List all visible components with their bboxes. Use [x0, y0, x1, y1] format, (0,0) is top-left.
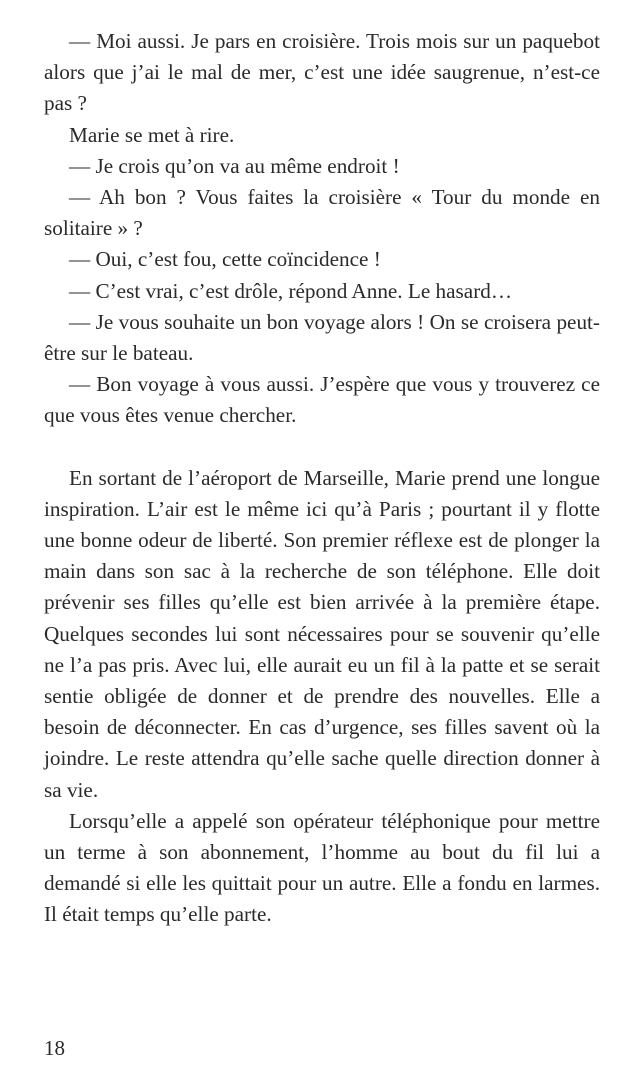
dialogue-line: — Moi aussi. Je pars en croisière. Trois mois sur un paquebot alors que j’ai le mal de mer, c’est une idée saugrenue, n’est-ce pas ? [44, 29, 600, 116]
narrative-paragraph: Lorsqu’elle a appelé son opérateur téléphonique pour mettre un terme à son abonnement, l’homme au bout du fil lui a demandé si elle les quittait pour un autre. Elle a fondu en larmes. Il était temps qu’elle parte. [44, 808, 600, 927]
dialogue-line: — Je vous souhaite un bon voyage alors ! On se croisera peut-être sur le bateau. [44, 309, 600, 366]
dialogue-line: — C’est vrai, c’est drôle, répond Anne. Le hasard… [69, 278, 513, 303]
dialogue-line: — Ah bon ? Vous faites la croisière « Tour du monde en solitaire » ? [44, 185, 600, 241]
page-body [44, 26, 600, 931]
dialogue-line: — Oui, c’est fou, cette coïncidence ! [69, 247, 381, 272]
narration-line: Marie se met à rire. [69, 122, 235, 147]
section-break [44, 432, 600, 463]
dialogue-line: — Bon voyage à vous aussi. J’espère que vous y trouverez ce que vous êtes venue chercher. [44, 372, 600, 428]
page-number: 18 [44, 1036, 65, 1060]
dialogue-line: — Je crois qu’on va au même endroit ! [69, 153, 400, 178]
narrative-paragraph: En sortant de l’aéroport de Marseille, Marie prend une longue inspiration. L’air est le même ici qu’à Paris ; pourtant il y flotte une bonne odeur de liberté. Son premier réflexe est de plonger la main dans son sac à la recherche de son téléphone. Elle doit prévenir ses filles qu’elle est bien arrivée à la première étape. Quelques secondes lui sont nécessaires pour se souvenir qu’elle ne l’a pas pris. Avec lui, elle aurait eu un fil à la patte et se serait sentie obligée de donner et de prendre des nouvelles. Elle a besoin de déconnecter. En cas d’urgence, ses filles savent où la joindre. Le reste attendra qu’elle sache quelle direction donner à sa vie. [44, 465, 600, 802]
